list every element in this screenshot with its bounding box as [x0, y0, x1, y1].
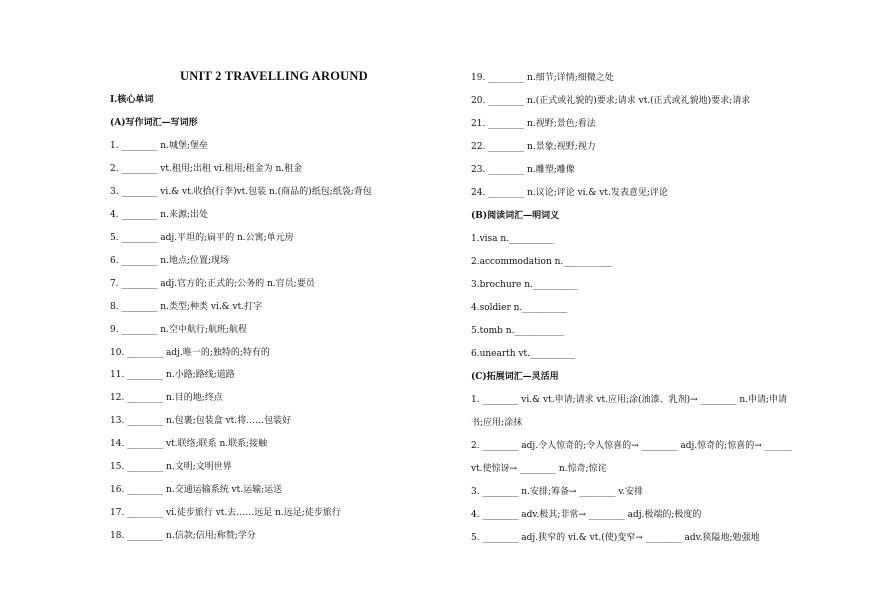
vocab-item: 17. ________ vi.徒步旅行 vt.去……远足 n.远足;徒步旅行 [110, 508, 341, 518]
vocab-item: 20. ________ n.(正式或礼貌的)要求;请求 vt.(正式或礼貌地)要求;请求 [471, 96, 751, 106]
extension-item-continued: 书;应用;涂抹 [471, 418, 523, 428]
vocab-item: 23. ________ n.雕塑;雕像 [471, 165, 575, 175]
reading-item: 6.unearth vt.__________ [471, 349, 576, 359]
reading-item: 4.soldier n.__________ [471, 303, 568, 313]
reading-item: 2.accommodation n.___________ [471, 257, 613, 267]
extension-item: 4. ________ adv.极其;非常→ ________ adj.极端的;极度的 [471, 510, 702, 520]
vocab-item: 22. ________ n.景象;视野;视力 [471, 142, 596, 152]
vocab-item: 7. ________ adj.官方的;正式的;公务的 n.官员;要员 [110, 279, 315, 289]
reading-item: 3.brochure n.__________ [471, 280, 578, 290]
extension-item: 3. ________ n.安排;筹备→ ________ v.安排 [471, 487, 644, 497]
subsection-heading-extension: (C)拓展词汇—灵活用 [471, 372, 559, 382]
section-heading-core-words: Ⅰ.核心单词 [110, 95, 154, 105]
vocab-item: 13. ________ n.包裹;包装盒 vt.将……包装好 [110, 416, 292, 426]
vocab-item: 5. ________ adj.平坦的;扁平的 n.公寓;单元房 [110, 233, 294, 243]
reading-item: 5.tomb n.___________ [471, 326, 564, 336]
subsection-heading-reading: (B)阅读词汇—明词义 [471, 211, 560, 221]
vocab-item: 6. ________ n.地点;位置;现场 [110, 256, 230, 266]
extension-item: 1. ________ vi.& vt.申请;请求 vt.应用;涂(油漆、乳剂)→ ________ n.申请;申请 [471, 395, 788, 405]
vocab-item: 16. ________ n.交通运输系统 vt.运输;运送 [110, 485, 283, 495]
subsection-heading-writing: (A)写作词汇—写词形 [110, 118, 198, 128]
unit-title: UNIT 2 TRAVELLING AROUND [180, 69, 368, 83]
vocab-item: 8. ________ n.类型;种类 vi.& vt.打字 [110, 302, 263, 312]
vocab-item: 11. ________ n.小路;路线;道路 [110, 370, 235, 380]
vocab-item: 19. ________ n.细节;详情;细微之处 [471, 73, 614, 83]
reading-item: 1.visa n.__________ [471, 234, 555, 244]
vocab-item: 14. ________ vt.联络;联系 n.联系;接触 [110, 439, 268, 449]
vocab-item: 3. ________ vi.& vt.收拾(行李)vt.包装 n.(商品的)纸包;纸袋;背包 [110, 187, 372, 197]
vocab-item: 12. ________ n.目的地;终点 [110, 393, 223, 403]
vocab-item: 15. ________ n.文明;文明世界 [110, 462, 232, 472]
vocab-item: 10. ________ adj.唯一的;独特的;特有的 [110, 348, 270, 358]
vocab-item: 4. ________ n.来源;出处 [110, 210, 208, 220]
vocab-item: 21. ________ n.视野;景色;看法 [471, 119, 596, 129]
extension-item-continued: vt.使惊讶→ ________ n.惊奇;惊诧 [471, 464, 607, 474]
extension-item: 2. ________ adj.令人惊奇的;令人惊喜的→ ________ adj.惊奇的;惊喜的→ ______ [471, 441, 792, 451]
extension-item: 5. ________ adj.狭窄的 vi.& vt.(使)变窄→ ________ adv.狭隘地;勉强地 [471, 533, 760, 543]
vocab-item: 18. ________ n.信款;信用;称赞;学分 [110, 531, 256, 541]
vocab-item: 24. ________ n.议论;评论 vi.& vt.发表意见;评论 [471, 188, 668, 198]
vocab-item: 2. ________ vt.租用;出租 vi.租用;租金为 n.租金 [110, 164, 303, 174]
vocab-item: 1. ________ n.城堡;堡垒 [110, 141, 208, 151]
vocab-item: 9. ________ n.空中航行;航班;航程 [110, 325, 248, 335]
